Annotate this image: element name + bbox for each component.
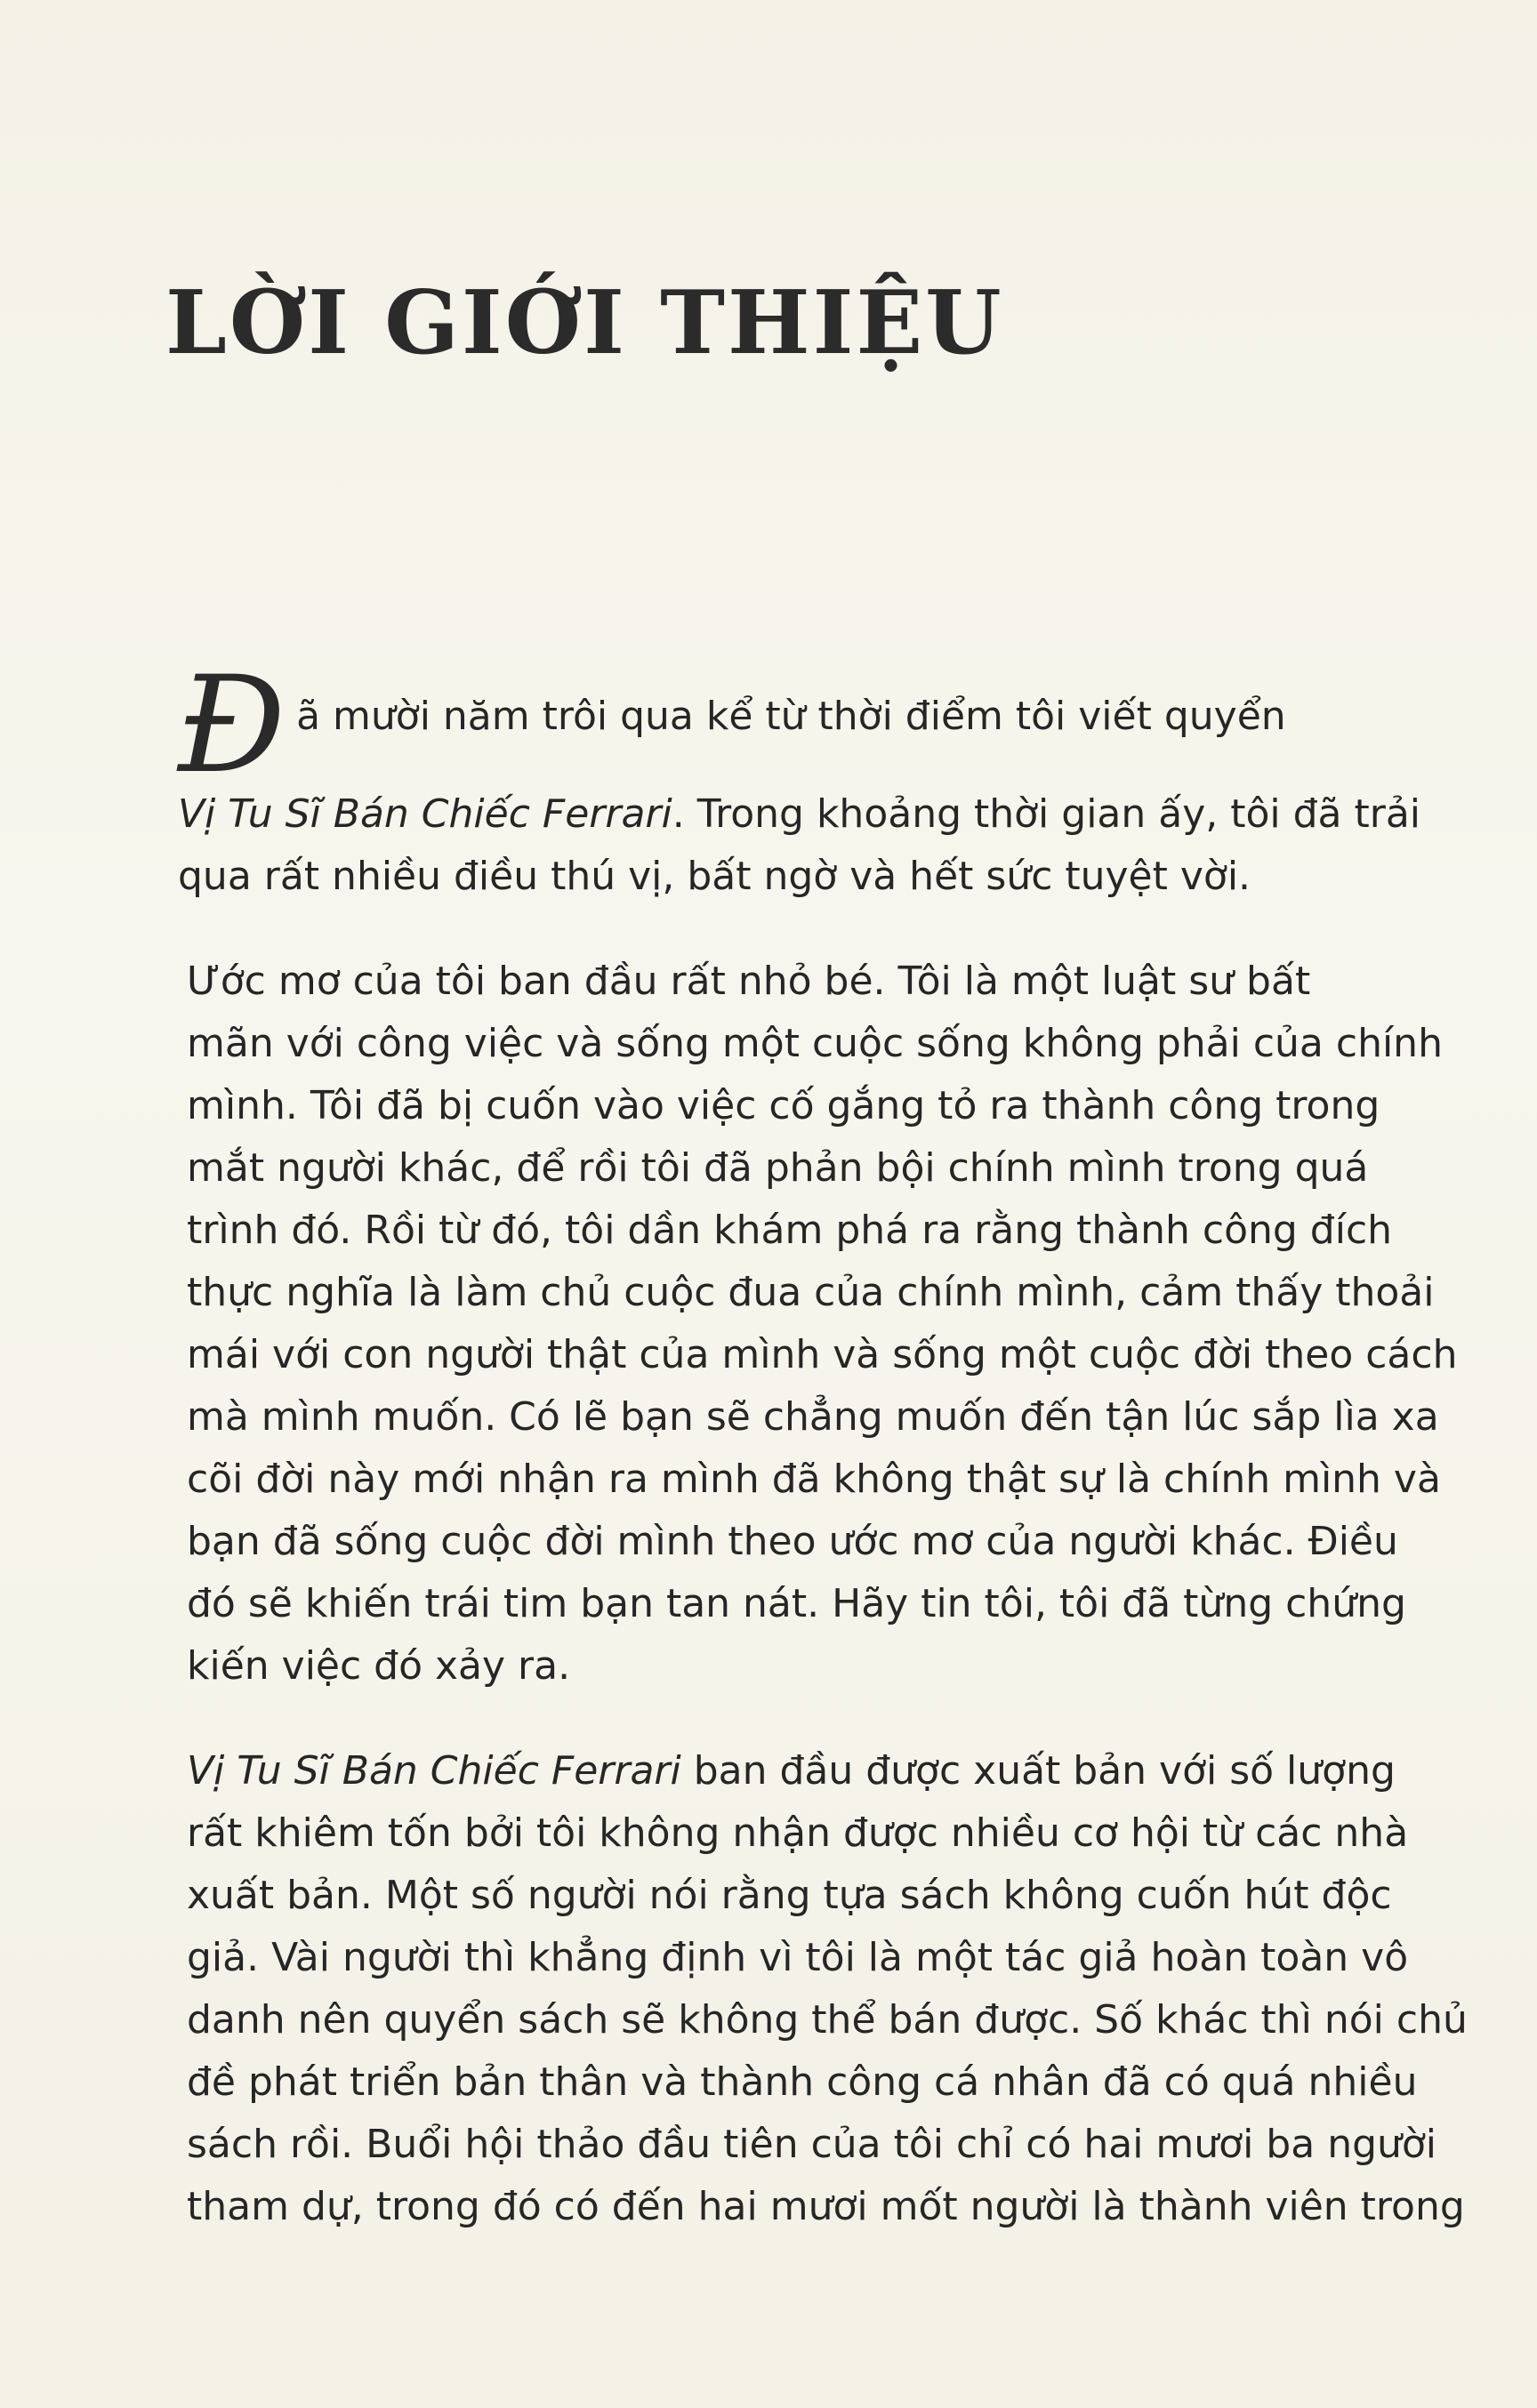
book-title-italic: Vị Tu Sĩ Bán Chiếc Ferrari [178, 791, 672, 837]
paragraph-2 [178, 951, 1458, 1698]
line-text: xuất bản. Một số người nói rằng tựa sách không cuốn hút độc [187, 1873, 1392, 1918]
drop-cap-letter: Đ [178, 648, 286, 803]
line-text: đó sẽ khiến trái tim bạn tan nát. Hãy tin tôi, tôi đã từng chứng [187, 1581, 1406, 1626]
text-line [187, 1511, 1398, 1573]
text-line [187, 2176, 1465, 2238]
line-text: . Trong khoảng thời gian ấy, tôi đã trải [672, 791, 1421, 837]
text-line [187, 2051, 1418, 2114]
text-line [187, 1740, 1396, 1802]
text-line [187, 2114, 1437, 2176]
text-line [187, 1386, 1439, 1449]
line-text: tham dự, trong đó có đến hai mươi mốt người là thành viên trong [187, 2184, 1465, 2229]
text-line [187, 1989, 1468, 2051]
line-text: mãn với công việc và sống một cuộc sống không phải của chính [187, 1021, 1443, 1066]
line-text: danh nên quyển sách sẽ không thể bán được. Số khác thì nói chủ [187, 1997, 1468, 2043]
line-text: trình đó. Rồi từ đó, tôi dần khám phá ra rằng thành công đích [187, 1208, 1393, 1253]
line-text: ã mười năm trôi qua kể từ thời điểm tôi viết quyển [296, 694, 1286, 739]
text-line [187, 1865, 1392, 1927]
line-text: mắt người khác, để rồi tôi đã phản bội chính mình trong quá [187, 1145, 1369, 1191]
line-text: Ước mơ của tôi ban đầu rất nhỏ bé. Tôi là một luật sư bất [187, 959, 1311, 1004]
line-text: thực nghĩa là làm chủ cuộc đua của chính mình, cảm thấy thoải [187, 1270, 1435, 1315]
line-text: sách rồi. Buổi hội thảo đầu tiên của tôi chỉ có hai mươi ba người [187, 2122, 1437, 2167]
text-line [187, 1013, 1443, 1075]
line-text: ban đầu được xuất bản với số lượng [680, 1748, 1396, 1794]
text-line [187, 1200, 1393, 1262]
line-text: bạn đã sống cuộc đời mình theo ước mơ của người khác. Điều [187, 1519, 1398, 1564]
line-text: mà mình muốn. Có lẽ bạn sẽ chẳng muốn đến tận lúc sắp lìa xa [187, 1394, 1439, 1440]
chapter-heading: LỜI GIỚI THIỆU [165, 272, 1004, 374]
text-line [187, 1324, 1458, 1386]
text-line [178, 783, 1421, 846]
paragraph-1 [178, 648, 1421, 908]
text-line [187, 1927, 1409, 1989]
text-line [187, 1449, 1441, 1511]
text-line [178, 846, 1343, 908]
book-title-italic: Vị Tu Sĩ Bán Chiếc Ferrari [187, 1748, 681, 1794]
text-line [187, 951, 1343, 1013]
text-line [187, 1802, 1409, 1865]
line-text: mình. Tôi đã bị cuốn vào việc cố gắng tỏ ra thành công trong [187, 1083, 1380, 1128]
paragraph-3 [178, 1740, 1468, 2238]
text-line [187, 1573, 1406, 1635]
text-line [187, 1137, 1369, 1200]
line-text: đề phát triển bản thân và thành công cá nhân đã có quá nhiều [187, 2059, 1418, 2105]
text-line [187, 1262, 1435, 1324]
text-line [187, 1635, 1343, 1698]
text-line [178, 680, 1343, 742]
body-text [178, 648, 1468, 2281]
line-text: mái với con người thật của mình và sống một cuộc đời theo cách [187, 1332, 1458, 1377]
line-text: cõi đời này mới nhận ra mình đã không thật sự là chính mình và [187, 1457, 1441, 1502]
line-text: kiến việc đó xảy ra. [187, 1643, 571, 1689]
line-text: giả. Vài người thì khẳng định vì tôi là một tác giả hoàn toàn vô [187, 1935, 1409, 1980]
line-text: rất khiêm tốn bởi tôi không nhận được nhiều cơ hội từ các nhà [187, 1810, 1409, 1856]
text-line [187, 1075, 1380, 1137]
line-text: qua rất nhiều điều thú vị, bất ngờ và hết sức tuyệt vời. [178, 854, 1251, 899]
